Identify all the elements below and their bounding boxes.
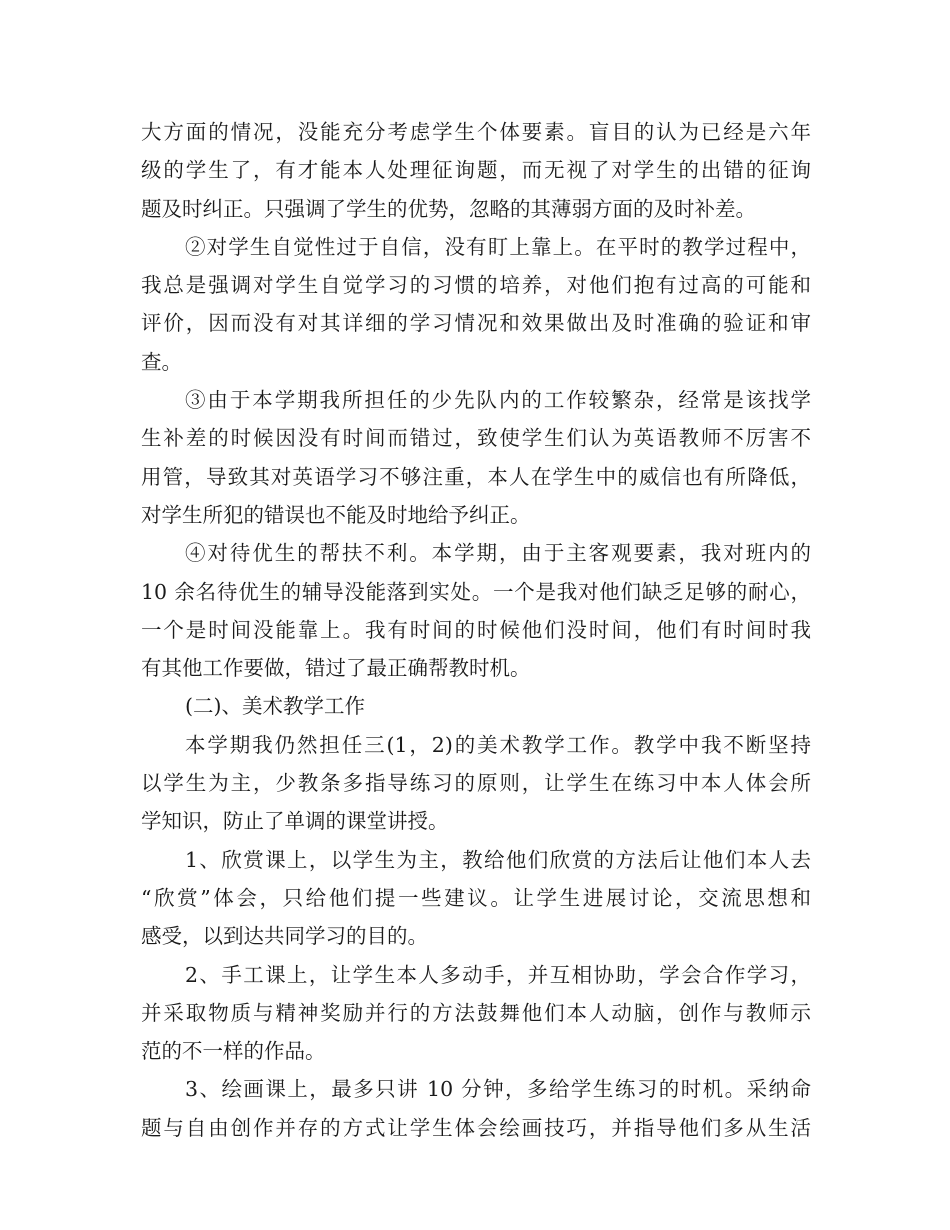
text-line: 并采取物质与精神奖励并行的方法鼓舞他们本人动脑，创作与教师示 [141, 1000, 811, 1025]
text-line: 查。 [141, 349, 182, 374]
text-line: 2、手工课上，让学生本人多动手，并互相协助，学会合作学习， [185, 962, 811, 987]
text-line: 感受，以到达共同学习的目的。 [141, 924, 428, 949]
text-line: 生补差的时候因没有时间而错过，致使学生们认为英语教师不厉害不 [141, 426, 811, 451]
text-line: 大方面的情况，没能充分考虑学生个体要素。盲目的认为已经是六年 [141, 120, 811, 144]
text-line: (二)、美术教学工作 [185, 694, 365, 719]
text-line: 范的不一样的作品。 [141, 1039, 326, 1064]
text-line: 有其他工作要做，错过了最正确帮教时机。 [141, 656, 531, 681]
text-line: 1、欣赏课上，以学生为主，教给他们欣赏的方法后让他们本人去 [185, 847, 811, 872]
text-line: 10 余名待优生的辅导没能落到实处。一个是我对他们缺乏足够的耐心， [141, 579, 811, 604]
text-line: 对学生所犯的错误也不能及时地给予纠正。 [141, 502, 531, 527]
text-line: ②对学生自觉性过于自信，没有盯上靠上。在平时的教学过程中， [185, 234, 811, 259]
text-line: ④对待优生的帮扶不利。本学期，由于主客观要素，我对班内的 [185, 541, 811, 566]
text-line: 题与自由创作并存的方式让学生体会绘画技巧，并指导他们多从生活 [141, 1115, 811, 1140]
text-line: “欣赏”体会，只给他们提一些建议。让学生进展讨论，交流思想和 [141, 885, 811, 910]
text-line: 题及时纠正。只强调了学生的优势，忽略的其薄弱方面的及时补差。 [141, 196, 756, 221]
text-line: 评价，因而没有对其详细的学习情况和效果做出及时准确的验证和审 [141, 311, 811, 336]
text-line: 我总是强调对学生自觉学习的习惯的培养，对他们抱有过高的可能和 [141, 273, 811, 298]
text-line: ③由于本学期我所担任的少先队内的工作较繁杂，经常是该找学 [185, 388, 811, 413]
text-line: 学知识，防止了单调的课堂讲授。 [141, 809, 449, 834]
document-body [141, 113, 811, 1147]
text-line: 本学期我仍然担任三(1，2)的美术教学工作。教学中我不断坚持 [185, 732, 811, 757]
text-line: 一个是时间没能靠上。我有时间的时候他们没时间，他们有时间时我 [141, 617, 811, 642]
text-line: 用管，导致其对英语学习不够注重，本人在学生中的威信也有所降低， [141, 464, 811, 489]
text-line: 级的学生了，有才能本人处理征询题，而无视了对学生的出错的征询 [141, 158, 811, 183]
text-line: 以学生为主，少教条多指导练习的原则，让学生在练习中本人体会所 [141, 771, 811, 796]
text-line: 3、绘画课上，最多只讲 10 分钟，多给学生练习的时机。采纳命 [185, 1077, 811, 1102]
